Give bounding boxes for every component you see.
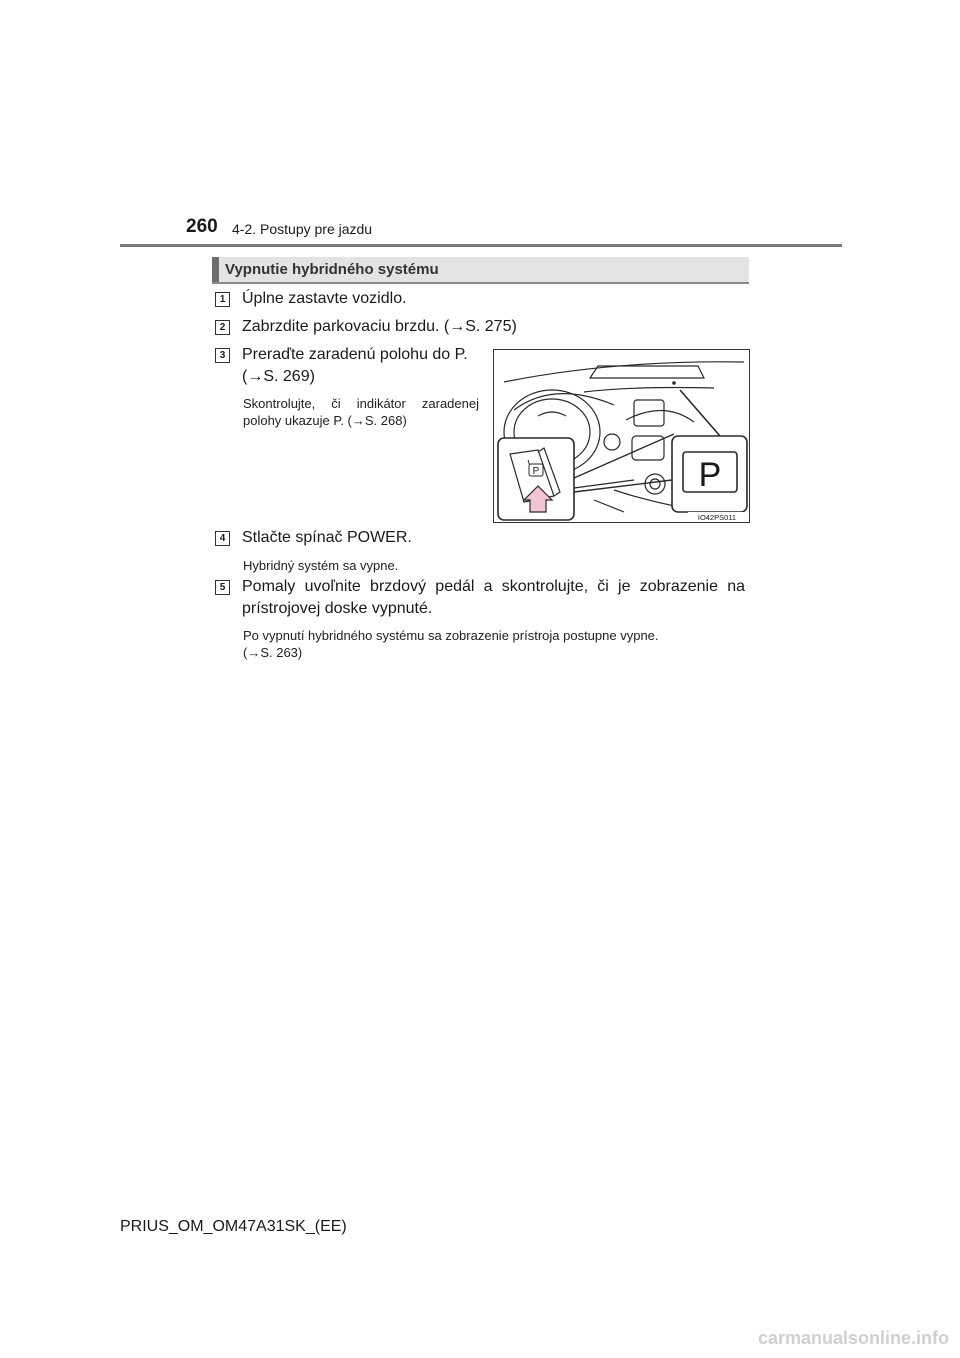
step-note-3a: Skontrolujte, či indikátor zaradenej [243, 396, 479, 411]
title-accent [212, 257, 219, 282]
illustration-code: IO42PS011 [697, 513, 737, 522]
section-title-bar [212, 257, 749, 284]
step-text-5a: Pomaly uvoľnite brzdový pedál a skontrolujte, či je zobrazenie na [242, 578, 745, 595]
footer-document-code: PRIUS_OM_OM47A31SK_(EE) [120, 1218, 347, 1235]
step-text-2: Zabrzdite parkovaciu brzdu. (→S. 275) [242, 318, 517, 335]
dashboard-drawing [494, 350, 749, 522]
step-note-3b: polohy ukazuje P. (→S. 268) [243, 413, 407, 428]
page-number: 260 [186, 216, 218, 237]
step-text-4: Stlačte spínač POWER. [242, 529, 412, 546]
step-text-3a: Preraďte zaradenú polohu do P. [242, 346, 468, 363]
step-number-5: 5 [215, 580, 230, 595]
step-text-3b: (→S. 269) [242, 368, 315, 385]
step-number-4: 4 [215, 531, 230, 546]
dashboard-illustration [493, 349, 750, 523]
step-number-1: 1 [215, 292, 230, 307]
watermark: carmanualsonline.info [758, 1328, 950, 1348]
step-number-3: 3 [215, 348, 230, 363]
header-rule [120, 244, 842, 247]
step-note-5b: (→S. 263) [243, 645, 303, 660]
indicator-small-p: P [532, 466, 540, 477]
section-path: 4-2. Postupy pre jazdu [232, 221, 373, 237]
step-number-2: 2 [215, 320, 230, 335]
step-text-5b: prístrojovej doske vypnuté. [242, 600, 433, 617]
indicator-large-p: P [698, 456, 722, 494]
step-text-1: Úplne zastavte vozidlo. [242, 290, 407, 307]
step-note-4: Hybridný systém sa vypne. [243, 558, 399, 573]
section-title: Vypnutie hybridného systému [225, 261, 439, 278]
step-note-5a: Po vypnutí hybridného systému sa zobrazenie prístroja postupne vypne. [243, 628, 659, 643]
